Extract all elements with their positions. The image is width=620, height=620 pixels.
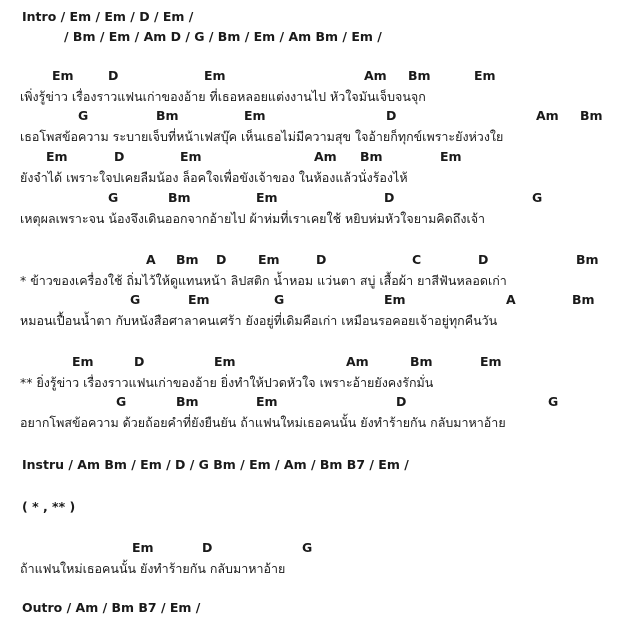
chord: D [386,108,397,123]
chord: Am [314,149,337,164]
chord: D [216,252,227,267]
chord: Bm [410,354,433,369]
chord: G [274,292,285,307]
chord: Bm [408,68,431,83]
lyric-line: ** ยิ่งรู้ข่าว เรื่องราวแฟนเก่าของอ้าย ยิ่งทำให้ปวดหัวใจ เพราะอ้ายยังคงรักมั่น [20,375,434,390]
chord: Em [256,394,278,409]
chord: D [114,149,125,164]
chord: Bm [580,108,603,123]
chord: Em [474,68,496,83]
chord: Em [46,149,68,164]
instrumental-line: Instru / Am Bm / Em / D / G Bm / Em / Am / Bm B7 / Em / [22,457,409,472]
chord: G [78,108,89,123]
chord: Em [214,354,236,369]
lyric-line: หมอนเปื้อนน้ำตา กับหนังสือศาลาคนเศร้า ยังอยู่ที่เดิมคือเก่า เหมือนรอคอยเจ้าอยู่ทุกคืนวัน [20,313,498,328]
chord: G [532,190,543,205]
chord: D [108,68,119,83]
chord: Bm [176,394,199,409]
chord: Bm [360,149,383,164]
chord: Em [188,292,210,307]
lyric-line: ถ้าแฟนใหม่เธอคนนั้น ยังทำร้ายกัน กลับมาหาอ้าย [20,561,286,576]
chord: C [412,252,422,267]
chord: Bm [572,292,595,307]
chord: Em [52,68,74,83]
lyric-line: * ข้าวของเครื่องใช้ ถิ่มไว้ให้ดูแทนหน้า ลิปสติก น้ำหอม แว่นตา สบู่ เสื้อผ้า ยาสีฟันหลอดเก่า [20,273,507,288]
chord: Em [480,354,502,369]
intro-line-1: Intro / Em / Em / D / Em / [22,9,194,24]
chord: Em [384,292,406,307]
chord: Em [256,190,278,205]
chord: G [302,540,313,555]
chord: Em [244,108,266,123]
chord: Bm [168,190,191,205]
chord: Em [258,252,280,267]
chord: G [548,394,559,409]
chord: Em [132,540,154,555]
chord: Am [536,108,559,123]
chord: G [108,190,119,205]
chord: G [130,292,141,307]
chord: Bm [176,252,199,267]
outro-line: Outro / Am / Bm B7 / Em / [22,600,201,615]
chord: D [134,354,145,369]
chord: Am [364,68,387,83]
chord: D [202,540,213,555]
chord: Bm [576,252,599,267]
chord: G [116,394,127,409]
chord: D [384,190,395,205]
chord: Em [180,149,202,164]
lyric-line: เพิ่งรู้ข่าว เรื่องราวแฟนเก่าของอ้าย ที่เธอหลอยแต่งงานไป หัวใจมันเจ็บจนจุก [20,89,426,104]
intro-line-2: / Bm / Em / Am D / G / Bm / Em / Am Bm / Em / [64,29,382,44]
chord: Am [346,354,369,369]
lyric-line: เธอโพสข้อความ ระบายเจ็บที่หน้าเฟสบุ๊ค เห็นเธอไม่มีความสุข ใจอ้ายก็ทุกข์เพราะยังห่วงใย [20,129,504,144]
chord: A [146,252,156,267]
chord: Bm [156,108,179,123]
chord: A [506,292,516,307]
lyric-line: อยากโพสข้อความ ด้วยถ้อยคำที่ยังยืนยัน ถ้าแฟนใหม่เธอคนนั้น ยังทำร้ายกัน กลับมาหาอ้าย [20,415,506,430]
chord: D [316,252,327,267]
chord: D [478,252,489,267]
chord: Em [72,354,94,369]
lyric-line: เหตุผลเพราะจน น้องจึงเดินออกจากอ้ายไป ผ้าห่มที่เราเคยใช้ หยิบห่มหัวใจยามคิดถึงเจ้า [20,211,486,226]
lyric-line: ยังจำได้ เพราะใจปเคยลืมน้อง ล็อคใจเพื่อขังเจ้าของ ในห้องแล้วนั่งร้องไห้ [20,170,408,185]
chord: Em [440,149,462,164]
chord: Em [204,68,226,83]
chord: D [396,394,407,409]
repeat-marker: ( * , ** ) [22,499,76,514]
